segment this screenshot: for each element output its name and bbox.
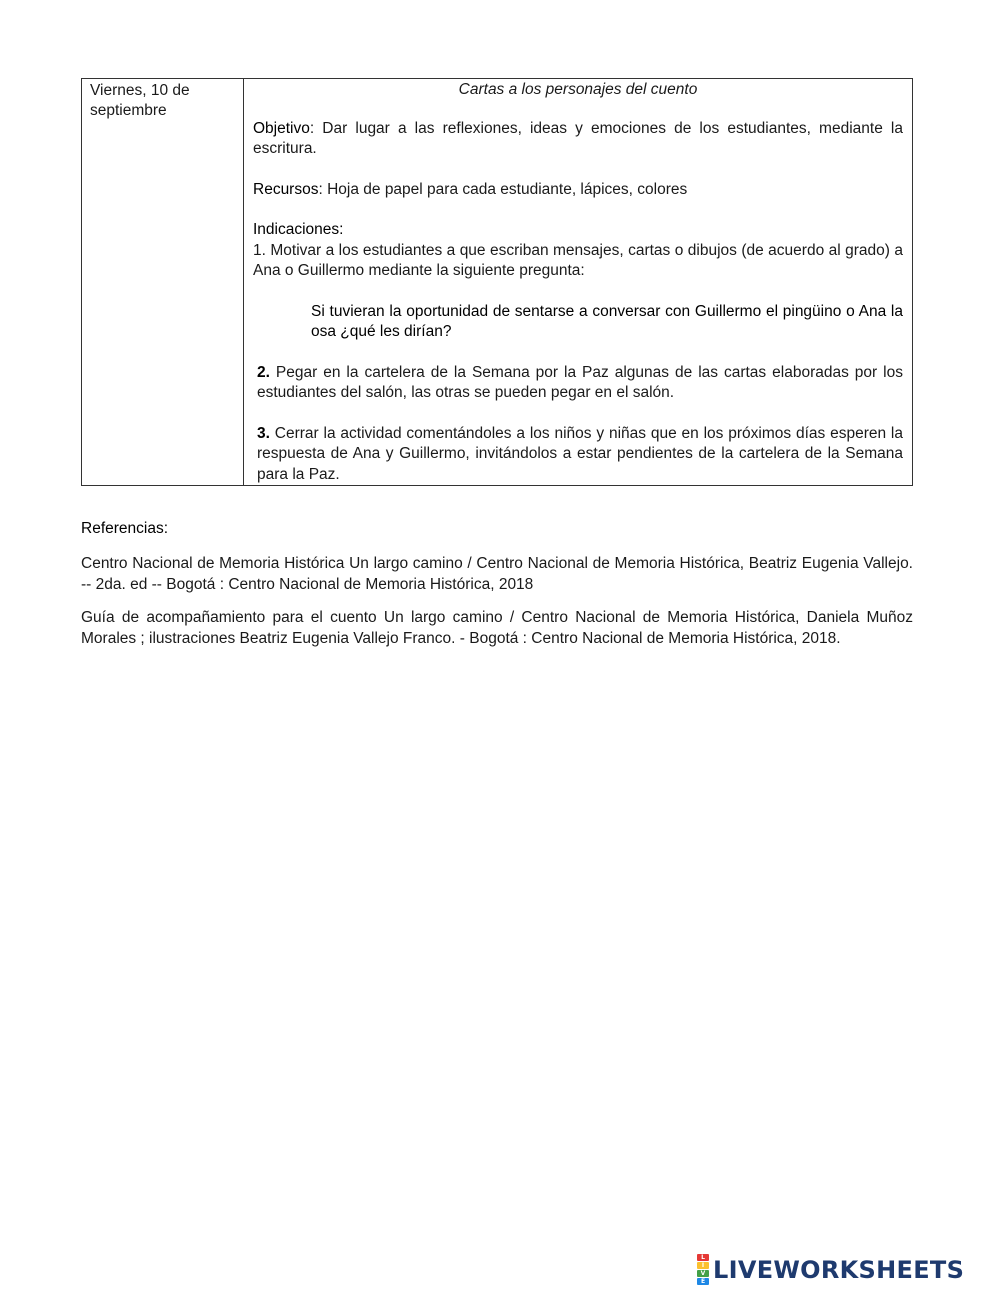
activity-title: Cartas a los personajes del cuento — [458, 81, 698, 98]
objetivo-label: Objetivo — [253, 119, 310, 137]
references-heading: Referencias: — [81, 520, 169, 537]
activity-cell — [244, 79, 912, 485]
guiding-question: Si tuvieran la oportunidad de sentarse a conversar con Guillermo el pingüino o Ana la osa ¿qué les dirían? — [311, 302, 903, 340]
date-cell — [82, 79, 244, 485]
logo-text: LIVEWORKSHEETS — [713, 1255, 965, 1284]
objetivo-paragraph — [253, 119, 903, 160]
liveworksheets-logo — [697, 1254, 964, 1285]
step-3-text: Cerrar la actividad comentándoles a los niños y niñas que en los próximos días esperen la respuesta de Ana y Guillermo, invitándolos a estar pendientes de la cartelera de la Semana para la Paz. — [257, 424, 903, 483]
indicaciones-label — [253, 220, 903, 241]
step-3-number: 3. — [257, 424, 270, 442]
step-3 — [253, 424, 903, 486]
recursos-paragraph — [253, 180, 903, 201]
recursos-text: : Hoja de papel para cada estudiante, lápices, colores — [318, 180, 688, 198]
step-2 — [253, 363, 903, 404]
logo-mark-l: L — [697, 1254, 709, 1261]
step-1: 1. Motivar a los estudiantes a que escriban mensajes, cartas o dibujos (de acuerdo al grado) a Ana o Guillermo mediante la siguiente pregunta: — [253, 241, 903, 279]
logo-mark-e: E — [697, 1278, 709, 1285]
reference-item: Centro Nacional de Memoria Histórica Un largo camino / Centro Nacional de Memoria Histórica, Beatriz Eugenia Vallejo. -- 2da. ed -- Bogotá : Centro Nacional de Memoria Histórica, 2018 — [81, 555, 913, 593]
references-section — [81, 518, 913, 661]
step-2-number: 2. — [257, 363, 270, 381]
date-text: Viernes, 10 de septiembre — [90, 82, 190, 119]
indicaciones-heading: Indicaciones: — [253, 221, 344, 238]
logo-mark-v: V — [697, 1270, 709, 1277]
logo-mark-icon — [697, 1254, 709, 1285]
objetivo-text: : Dar lugar a las reflexiones, ideas y emociones de los estudiantes, mediante la escritura. — [253, 119, 903, 157]
activity-table — [81, 78, 913, 486]
step-2-text: Pegar en la cartelera de la Semana por la Paz algunas de las cartas elaboradas por los estudiantes del salón, las otras se pueden pegar en el salón. — [257, 363, 903, 401]
recursos-label: Recursos — [253, 180, 319, 198]
reference-item: Guía de acompañamiento para el cuento Un largo camino / Centro Nacional de Memoria Histórica, Daniela Muñoz Morales ; ilustraciones Beatriz Eugenia Vallejo Franco. - Bogotá : Centro Nacional de Memoria Histórica, 2018. — [81, 609, 913, 647]
logo-mark-i: I — [697, 1262, 709, 1269]
